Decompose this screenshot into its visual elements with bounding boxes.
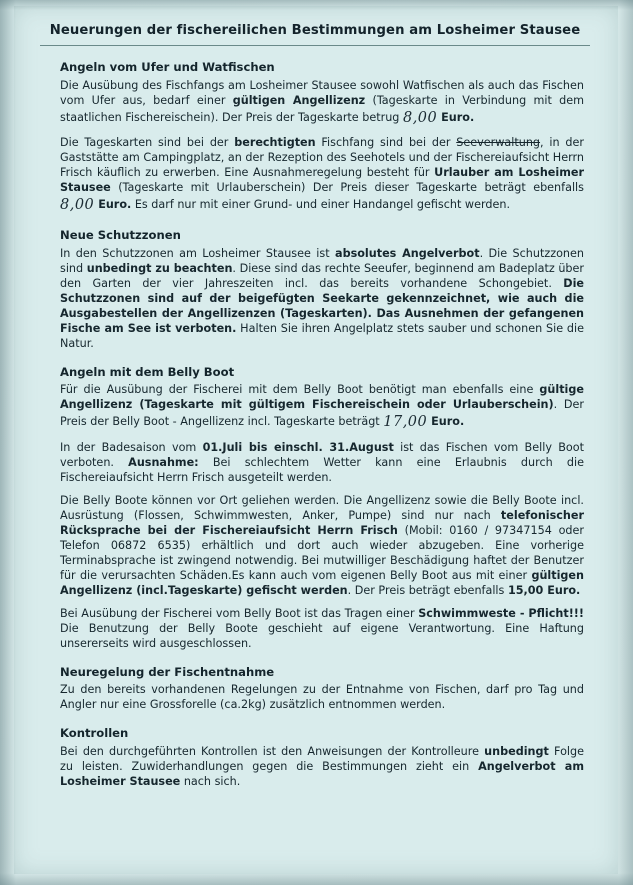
bold-text-run: gültigen Angellizenz	[232, 93, 366, 107]
bold-text-run: Euro.	[427, 415, 465, 429]
scan-edge-shadow-bottom	[0, 873, 633, 885]
text-run: Die Ausübung des Fischfangs am Losheimer Stausee sowohl Watfischen als auch das Fischen vom Ufer aus, bedarf einer	[60, 78, 584, 107]
document-section	[38, 228, 592, 350]
bold-text-run: Angelverbot am Losheimer Stausee	[60, 759, 584, 788]
text-run: Halten Sie ihren Angelplatz stets sauber und schonen Sie die Natur.	[60, 321, 584, 350]
text-run: Es darf nur mit einer Grund- und einer Handangel gefischt werden.	[131, 198, 511, 212]
text-run: Die Belly Boote können vor Ort geliehen werden. Die Angellizenz sowie die Belly Boote incl. Ausrüstung (Flossen, Schwimmwesten, Anker, Pumpe) sind nur nach	[60, 493, 584, 522]
document-section	[38, 60, 592, 214]
bold-text-run: 01.Juli bis einschl. 31.August	[202, 440, 394, 454]
bold-text-run: berechtigten	[234, 136, 316, 150]
bold-text-run: Die Schutzzonen sind auf der beigefügten Seekarte gekennzeichnet, wie auch die Ausgabestellen der Angellizenzen (Tageskarten). Das Ausnehmen der gefangenen Fische am See ist verboten.	[60, 276, 584, 335]
text-run: Die Benutzung der Belly Boote geschieht auf eigene Verantwortung. Eine Haftung unsererseits wird ausgeschlossen.	[60, 621, 584, 650]
text-run: . Der Preis der Belly Boot - Angellizenz incl. Tageskarte beträgt	[60, 398, 584, 429]
bold-text-run: gültige Angellizenz (Tageskarte mit gültigem Fischereischein oder Urlauberschein)	[60, 383, 584, 412]
text-run: Bei Ausübung der Fischerei vom Belly Boot ist das Tragen einer	[60, 606, 419, 620]
section-heading: Kontrollen	[60, 726, 129, 741]
bold-text-run: unbedingt	[484, 744, 549, 758]
handwritten-price-annotation: 17,00	[383, 414, 428, 431]
section-paragraph	[60, 682, 584, 712]
bold-text-run: unbedingt zu beachten	[86, 261, 233, 275]
text-run: Bei schlechtem Wetter kann eine Erlaubnis durch die Fischereiaufsicht Herrn Frisch ausgeteilt werden.	[60, 455, 584, 484]
title-divider	[40, 45, 590, 46]
handwritten-price-annotation: 8,00	[402, 109, 438, 126]
bold-text-run: telefonischer Rücksprache bei der Fischereiaufsicht Herrn Frisch	[60, 508, 584, 537]
scan-edge-shadow-right	[619, 0, 633, 885]
section-paragraph	[60, 135, 584, 214]
text-run: , in der Gaststätte am Campingplatz, an der Rezeption des Seehotels und der Fischereiaufsicht Herrn Frisch käuflich zu erwerben. Eine Ausnahmeregelung besteht für	[60, 136, 584, 180]
bold-text-run: Euro.	[94, 198, 132, 212]
section-paragraph	[60, 606, 584, 651]
section-paragraph	[60, 493, 584, 598]
section-heading: Angeln vom Ufer und Watfischen	[60, 60, 275, 75]
bold-text-run: gültigen Angellizenz (incl.Tageskarte) gefischt werden	[60, 568, 584, 597]
sections-container	[38, 60, 592, 789]
text-run: nach sich.	[180, 774, 241, 788]
bold-text-run: Urlauber am Losheimer Stausee	[60, 166, 584, 195]
section-heading: Angeln mit dem Belly Boot	[60, 364, 235, 379]
bold-text-run: 15,00 Euro.	[507, 583, 581, 597]
text-run: . Die Schutzzonen sind	[60, 246, 585, 275]
text-run: . Der Preis beträgt ebenfalls	[347, 583, 508, 597]
document-section	[38, 726, 592, 788]
text-run: Die Tageskarten sind bei der	[60, 136, 235, 150]
text-run: Fischfang sind bei der	[315, 136, 457, 150]
text-run: Bei den durchgeführten Kontrollen ist den Anweisungen der Kontrolleure	[60, 744, 485, 758]
bold-text-run: Ausnahme:	[128, 455, 199, 469]
section-paragraph	[60, 382, 584, 431]
handwritten-price-annotation: 8,00	[60, 197, 95, 214]
section-paragraph	[60, 440, 584, 485]
text-run: (Mobil: 0160 / 97347154 oder Telefon 06872 6535) erhältlich und dort auch wieder abzugeben. Eine vorherige Terminabsprache ist zwingend notwendig. Bei mutwilliger Beschädigung haftet der Benutzer für die verursachten Schäden.Es kann auch vom eigenen Belly Boot aus mit einer	[60, 523, 584, 582]
struck-through-text-run: Seeverwaltung	[456, 136, 541, 150]
text-run: (Tageskarte mit Urlauberschein) Der Preis dieser Tageskarte beträgt ebenfalls	[110, 181, 584, 195]
document-section	[38, 665, 592, 712]
section-paragraph	[60, 744, 584, 789]
section-heading: Neue Schutzzonen	[60, 228, 181, 243]
text-run: In den Schutzzonen am Losheimer Stausee ist	[60, 246, 336, 260]
text-run: Für die Ausübung der Fischerei mit dem Belly Boot benötigt man ebenfalls eine	[60, 383, 540, 397]
text-run: . Diese sind das rechte Seeufer, beginnend am Badeplatz über den Garten der vier Jahreszeiten incl. das bereits vorhandene Schongebiet.	[60, 261, 584, 290]
section-heading: Neuregelung der Fischentnahme	[60, 664, 275, 679]
document-body	[14, 6, 618, 874]
section-paragraph	[60, 246, 584, 351]
document-section	[38, 365, 592, 651]
text-run: Zu den bereits vorhandenen Regelungen zu der Entnahme von Fischen, darf pro Tag und Angler nur eine Grossforelle (ca.2kg) zusätzlich entnommen werden.	[60, 683, 584, 712]
text-run: (Tageskarte in Verbindung mit dem staatlichen Fischereischein). Der Preis der Tageskarte betrug	[60, 93, 584, 124]
bold-text-run: Schwimmweste - Pflicht!!!	[418, 606, 585, 620]
text-run: In der Badesaison vom	[60, 440, 203, 454]
section-paragraph	[60, 78, 584, 127]
bold-text-run: Euro.	[437, 110, 475, 124]
text-run: Folge zu leisten. Zuwiderhandlungen gegen die Bestimmungen zieht ein	[60, 744, 585, 773]
page-title: Neuerungen der fischereilichen Bestimmungen am Losheimer Stausee	[49, 23, 581, 38]
text-run: ist das Fischen vom Belly Boot verboten.	[60, 440, 584, 469]
bold-text-run: absolutes Angelverbot	[335, 246, 480, 260]
